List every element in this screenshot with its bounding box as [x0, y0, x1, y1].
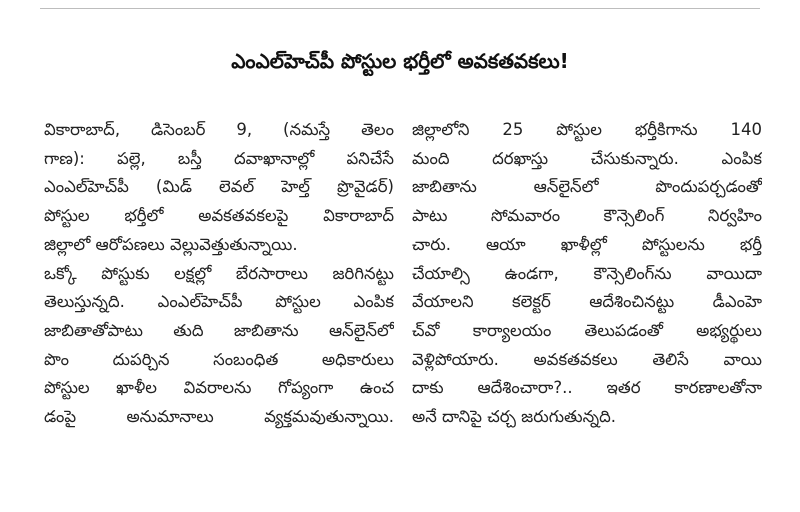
headline: ఎంఎల్‌హెచ్‌పీ పోస్టుల భర్తీలో అవకతవకలు! — [231, 49, 569, 73]
text-line: తెలుస్తున్నది. ఎంఎల్‌హెచ్‌పీ పోస్టుల ఎంపిక — [44, 292, 394, 312]
text-line: జాబితాను ఆన్‌లైన్‌లో పొందుపర్చడంతో — [412, 177, 762, 197]
text-line: ఒక్కో పోస్టుకు లక్షల్లో బేరసారాలు జరిగినట్టు — [44, 263, 394, 283]
text-line: దాకు ఆదేశించారా?.. ఇతర కారణాలతోనా — [412, 378, 762, 398]
article-column-left — [44, 116, 394, 432]
text-line: పోస్టుల ఖాళీల వివరాలను గోప్యంగా ఉంచ — [44, 378, 394, 398]
top-rule — [40, 8, 760, 9]
text-line: వేయాలని కలెక్టర్ ఆదేశించినట్టు డీఎంహె — [412, 292, 762, 312]
text-line: వికారాబాద్, డిసెంబర్ 9, (నమస్తే తెలం — [44, 120, 394, 139]
text-line: మంది దరఖాస్తు చేసుకున్నారు. ఎంపిక — [412, 148, 762, 168]
text-line: వెళ్లిపోయారు. అవకతవకలు తెలిసే వాయి — [412, 349, 762, 369]
text-line: డంపై అనుమానాలు వ్యక్తమవుతున్నాయి. — [44, 407, 394, 427]
text-line: జిల్లాలోని 25 పోస్టుల భర్తీకిగాను 140 — [412, 120, 762, 139]
text-line: గాణ): పల్లె, బస్తీ దవాఖానాల్లో పనిచేసే — [44, 148, 394, 168]
text-line: పాటు సోమవారం కౌన్సెలింగ్ నిర్వహిం — [412, 206, 762, 226]
text-line: జాబితాతోపాటు తుది జాబితాను ఆన్‌లైన్‌లో — [44, 320, 394, 340]
text-line: జిల్లాలో ఆరోపణలు వెల్లువెత్తుతున్నాయి. — [44, 234, 298, 254]
text-line: పొం దుపర్చిన సంబంధిత అధికారులు — [44, 349, 394, 369]
text-line: పోస్టుల భర్తీలో అవకతవకలపై వికారాబాద్ — [44, 206, 394, 226]
text-line: చారు. ఆయా ఖాళీల్లో పోస్టులను భర్తీ — [412, 234, 762, 254]
text-line: ఎంఎల్‌హెచ్‌పీ (మిడ్ లెవల్ హెల్త్ ప్రొవైడర్) — [44, 177, 394, 197]
text-line: చేయాల్సి ఉండగా, కౌన్సెలింగ్‌ను వాయిదా — [412, 263, 762, 283]
article-column-right — [412, 116, 762, 432]
text-line: చ్‌వో కార్యాలయం తెలుపడంతో అభ్యర్థులు — [412, 320, 762, 340]
text-line: అనే దానిపై చర్చ జరుగుతున్నది. — [412, 407, 616, 427]
